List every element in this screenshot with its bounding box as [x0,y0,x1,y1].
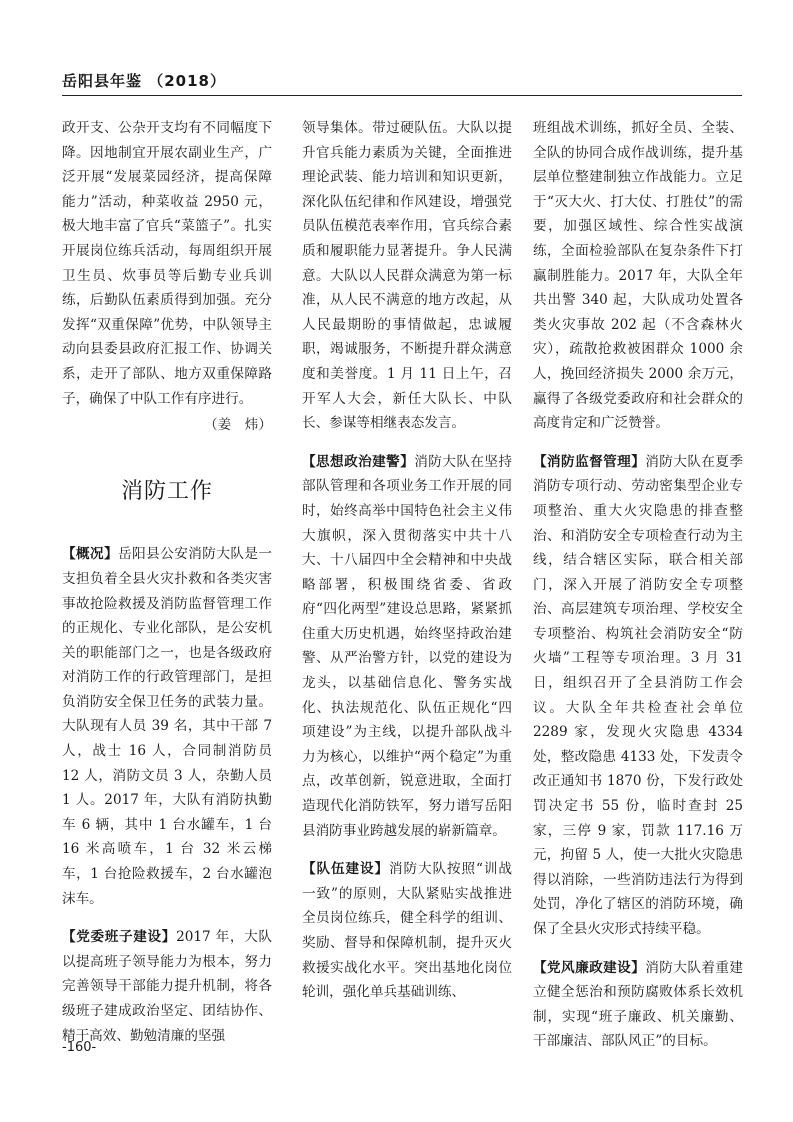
paragraph: 政开支、公杂开支均有不同幅度下降。因地制宜开展农副业生产，广泛开展“发展菜园经济，提高保障能力”活动，种菜收益 2950 元，极大地丰富了官兵“菜篮子”。扎实开展岗位练兵活动，每周组织开展卫生员、炊事员等后勤专业兵训练，后勤队伍素质得到加强。充分发挥“双重保障”优势，中队领导主动向县委县政府汇报工作、协调关系，走开了部队、地方双重保障路子，确保了中队工作有序进行。 [62,120,272,407]
paragraph: 班组战术训练，抓好全员、全装、全队的协同合成作战训练，提升基层单位整建制独立作战能力。立足于“灭大火、打大仗、打胜仗”的需要，加强区域性、综合性实战演练，全面检验部队在复杂条件下打赢制胜能力。2017 年，大队全年共出警 340 起，大队成功处置各类火灾事故 202 起（不含森林火灾），疏散抢救被困群众 1000 余人，挽回经济损失 2000 余万元，赢得了各级党委政府和社会群众的高度肯定和广泛赞誉。 [533,120,743,432]
page-number: -160- [62,1040,97,1055]
section-tag: 【队伍建设】 [302,861,390,878]
paragraph-text: 消防大队在夏季消防专项行动、劳动密集型企业专项整治、重大火灾隐患的排查整治、和消防安全专项检查行动为主线，结合辖区实际，联合相关部门，深入开展了消防安全专项整治、高层建筑专项治理、学校安全专项整治、构筑社会消防安全“防火墙”工程等专项治理。3 月 31 日，组织召开了全县消防工作会议。大队全年共检查社会单位 2289 家，发现火灾隐患 4334 处，整改隐患 4133 处，下发责令改正通知书 1870 份，下发行政处罚决定书 55 份，临时查封 25 家，三停 9 家，罚款 117.16 万元，拘留 5 人，使一大批火灾隐患得以消除，一些消防违法行为得到处罚，净化了辖区的消防环境，确保了全县火灾形式持续平稳。 [533,453,744,937]
section-tag: 【消防监督管理】 [533,453,646,470]
section-tag: 【党风廉政建设】 [533,959,646,976]
section-tag: 【党委班子建设】 [62,929,177,946]
section-tag: 【概况】 [62,546,119,563]
paragraph-text: 2017 年，大队以提高班子领导能力为根本，努力完善领导干部能力提升机制，将各级班子建成政治坚定、团结协作、精干高效、勤勉清廉的坚强 [62,929,273,1044]
running-header [62,70,742,96]
paragraph-supervision [533,450,743,942]
section-title: 消防工作 [120,478,213,504]
paragraph-text: 消防大队按照“训战一致”的原则，大队紧贴实战推进全员岗位练兵，健全科学的组训、奖励、督导和保障机制，提升灭火救援实战化水平。突出基地化岗位轮训，强化单兵基础训练、 [302,861,513,1001]
paragraph-ideology [302,450,512,844]
paragraph-team [302,857,512,1005]
paragraph-text: 消防大队着重建立健全惩治和预防腐败体系长效机制，实现“班子廉政、机关廉勤、干部廉洁、部队风正”的目标。 [533,959,744,1050]
column-2 [302,116,512,1005]
paragraph-text: 岳阳县公安消防大队是一支担负着全县火灾扑救和各类灾害事故抢险救援及消防监督管理工作的正规化、专业化部队，是公安机关的职能部门之一，也是各级政府对消防工作的行政管理部门，是担负消防安全保卫任务的武装力量。大队现有人员 39 名，其中干部 7 人，战士 16 人，合同制消防员 12 人，消防文员 3 人，杂勤人员 1 人。2017 年，大队有消防执勤车 6 辆，其中 1 台水罐车，1 台 16 米高喷车，1 台 32 米云梯车，1 台抢险救援车，2 台水罐泡沫车。 [62,546,273,907]
yearbook-title: 岳阳县年鉴 （2018） [62,72,226,90]
paragraph-integrity [533,956,743,1054]
paragraph-party [62,925,272,1048]
paragraph: 领导集体。带过硬队伍。大队以提升官兵能力素质为关键，全面推进理论武装、能力培训和知识更新，深化队伍纪律和作风建设，增强党员队伍模范表率作用，官兵综合素质和履职能力显著提升。争人民满意。大队以人民群众满意为第一标准，从人民不满意的地方改起，从人民最期盼的事情做起，忠诚履职，竭诚服务，不断提升群众满意度和美誉度。1 月 11 日上午，召开军人大会，新任大队长、中队长、参谋等相继表态发言。 [302,120,512,432]
author-signature: （姜 炜） [204,417,272,434]
section-tag: 【思想政治建警】 [302,453,415,470]
column-3 [533,116,743,1054]
header-rule [62,95,742,96]
paragraph-overview [62,542,272,911]
paragraph-text: 消防大队在坚持部队管理和各项业务工作开展的同时，始终高举中国特色社会主义伟大旗帜，深入贯彻落实中共十八大、十八届四中全会精神和中央战略部署，积极围绕省委、省政府“四化两型”建设总思路，紧紧抓住重大历史机遇，始终坚持政治建警、从严治警方针，以党的建设为龙头，以基础信息化、警务实战化、执法规范化、队伍正规化“四项建设”为主线，以提升部队战斗力为核心，以维护“两个稳定”为重点，改革创新，锐意进取，全面打造现代化消防铁军，努力谱写岳阳县消防事业跨越发展的崭新篇章。 [302,453,513,839]
column-1 [62,116,272,1048]
